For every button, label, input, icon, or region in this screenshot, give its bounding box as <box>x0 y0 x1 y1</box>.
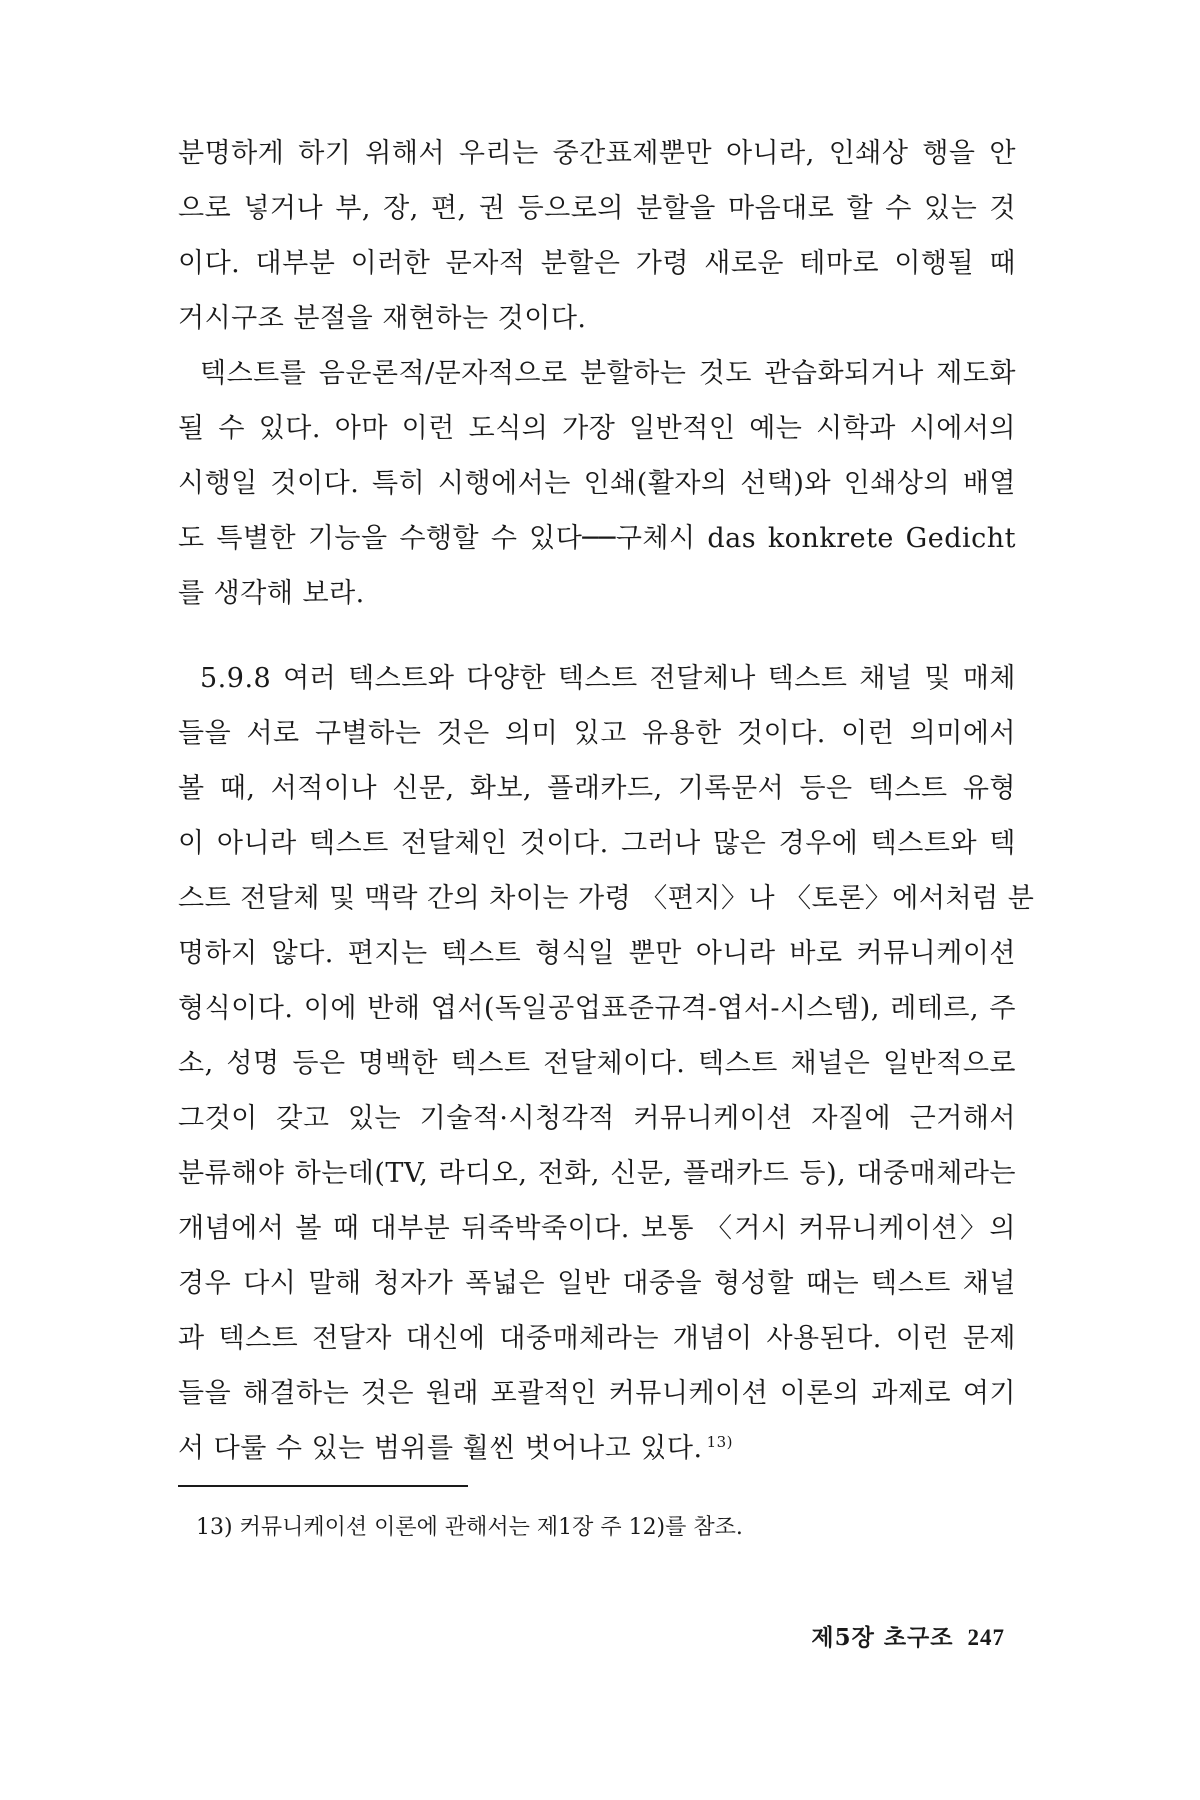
text-line: 들을 서로 구별하는 것은 의미 있고 유용한 것이다. 이런 의미에서 <box>178 718 1016 749</box>
text-line: 명하지 않다. 편지는 텍스트 형식일 뿐만 아니라 바로 커뮤니케이션 <box>178 938 1016 969</box>
text-line: 텍스트를 음운론적/문자적으로 분할하는 것도 관습화되거나 제도화 <box>200 358 1016 389</box>
text-line: 으로 넣거나 부, 장, 편, 권 등으로의 분할을 마음대로 할 수 있는 것 <box>178 193 1016 224</box>
text-line: 시행일 것이다. 특히 시행에서는 인쇄(활자의 선택)와 인쇄상의 배열 <box>178 468 1016 499</box>
text-line-content: 서 다룰 수 있는 범위를 훨씬 벗어나고 있다. <box>178 1433 703 1464</box>
text-line: 를 생각해 보라. <box>178 578 365 609</box>
text-line: 개념에서 볼 때 대부분 뒤죽박죽이다. 보통 〈거시 커뮤니케이션〉의 <box>178 1213 1016 1244</box>
text-line <box>178 1421 1016 1476</box>
text-line: 들을 해결하는 것은 원래 포괄적인 커뮤니케이션 이론의 과제로 여기 <box>178 1378 1016 1409</box>
text-line: 이 아니라 텍스트 전달체인 것이다. 그러나 많은 경우에 텍스트와 텍 <box>178 828 1016 859</box>
text-line: 경우 다시 말해 청자가 폭넓은 일반 대중을 형성할 때는 텍스트 채널 <box>178 1268 1016 1299</box>
text-line: 도 특별한 기능을 수행할 수 있다──구체시 das konkrete Gedicht <box>178 523 1016 554</box>
footnote-reference[interactable]: 13) <box>706 1433 734 1451</box>
paragraph-2 <box>178 346 1016 621</box>
text-line: 거시구조 분절을 재현하는 것이다. <box>178 303 587 334</box>
text-line: 될 수 있다. 아마 이런 도식의 가장 일반적인 예는 시학과 시에서의 <box>178 413 1016 444</box>
footnote-13: 13) 커뮤니케이션 이론에 관해서는 제1장 주 12)를 참조. <box>196 1515 743 1540</box>
text-line: 분명하게 하기 위해서 우리는 중간표제뿐만 아니라, 인쇄상 행을 안 <box>178 138 1016 169</box>
text-line: 볼 때, 서적이나 신문, 화보, 플래카드, 기록문서 등은 텍스트 유형 <box>178 773 1016 804</box>
text-line: 그것이 갖고 있는 기술적·시청각적 커뮤니케이션 자질에 근거해서 <box>178 1103 1016 1134</box>
footnote-divider <box>178 1485 468 1487</box>
text-line: 과 텍스트 전달자 대신에 대중매체라는 개념이 사용된다. 이런 문제 <box>178 1323 1016 1354</box>
chapter-title: 제5장 초구조 <box>811 1624 954 1651</box>
text-line: 스트 전달체 및 맥락 간의 차이는 가령 〈편지〉나 〈토론〉에서처럼 분 <box>178 883 1035 914</box>
text-line: 소, 성명 등은 명백한 텍스트 전달체이다. 텍스트 채널은 일반적으로 <box>178 1048 1016 1079</box>
text-line: 5.9.8 여러 텍스트와 다양한 텍스트 전달체나 텍스트 채널 및 매체 <box>200 663 1016 694</box>
paragraph-1 <box>178 126 1016 346</box>
text-line: 형식이다. 이에 반해 엽서(독일공업표준규격-엽서-시스템), 레테르, 주 <box>178 993 1016 1024</box>
text-line: 이다. 대부분 이러한 문자적 분할은 가령 새로운 테마로 이행될 때 <box>178 248 1016 279</box>
running-footer <box>811 1618 1005 1658</box>
page-number: 247 <box>967 1625 1005 1650</box>
text-line: 분류해야 하는데(TV, 라디오, 전화, 신문, 플래카드 등), 대중매체라는 <box>178 1158 1016 1189</box>
paragraph-section-5-9-8 <box>178 651 1035 1476</box>
